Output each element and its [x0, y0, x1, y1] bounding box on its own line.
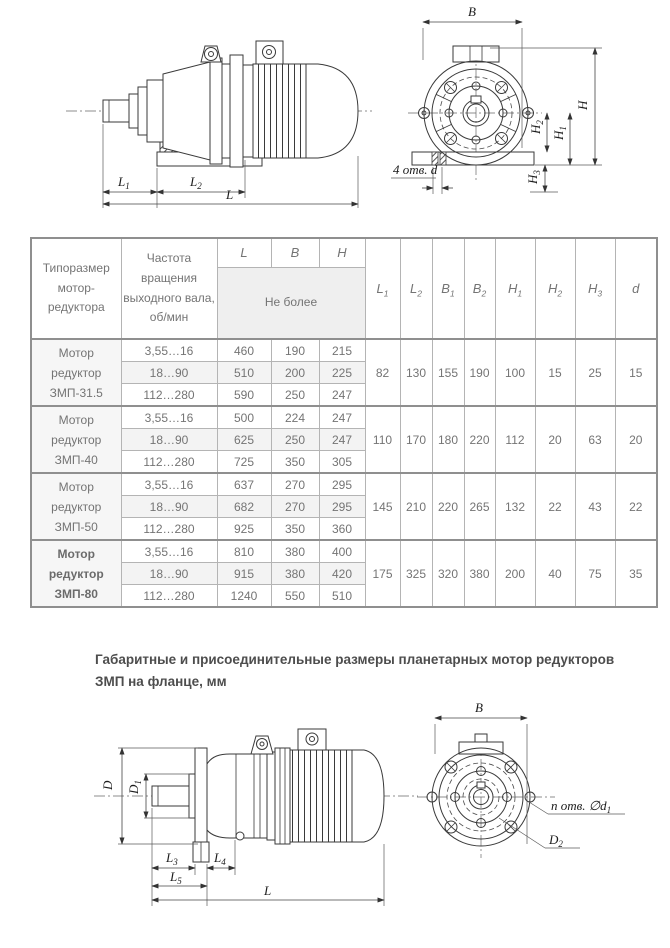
dim-label-B2-view: B	[475, 700, 483, 715]
freq-cell: 18…90	[121, 496, 217, 518]
size-cell: 270	[271, 496, 319, 518]
dim-label-D1: $D_1$	[126, 780, 143, 794]
size-table	[30, 237, 658, 608]
drawing-foot-front-view	[390, 0, 670, 225]
dim-cell: 43	[575, 473, 615, 540]
drawing-flange-front-view	[415, 698, 670, 903]
freq-cell: 3,55…16	[121, 540, 217, 563]
freq-cell: 112…280	[121, 451, 217, 474]
header-row-1	[31, 238, 657, 268]
dim-cell: 22	[615, 473, 657, 540]
dim-cell: 220	[432, 473, 464, 540]
dim-cell: 325	[400, 540, 432, 607]
col-header-H1: $H_1$	[495, 238, 535, 339]
dim-cell: 110	[365, 406, 400, 473]
size-cell: 247	[319, 384, 365, 407]
dim-cell: 20	[535, 406, 575, 473]
size-cell: 305	[319, 451, 365, 474]
gear-motor-body	[152, 729, 384, 862]
size-cell: 420	[319, 563, 365, 585]
size-cell: 350	[271, 518, 319, 541]
dim-cell: 145	[365, 473, 400, 540]
dim-label-L1: $L_1$	[118, 174, 130, 191]
size-cell: 400	[319, 540, 365, 563]
freq-cell: 18…90	[121, 563, 217, 585]
dim-label-L: L	[264, 883, 272, 898]
dim-cell: 190	[464, 339, 495, 406]
freq-cell: 3,55…16	[121, 473, 217, 496]
dim-cell: 25	[575, 339, 615, 406]
size-table-body	[31, 339, 657, 607]
size-cell: 637	[217, 473, 271, 496]
dim-cell: 15	[535, 339, 575, 406]
label-foot-holes: 4 отв. d	[393, 162, 438, 177]
size-cell: 510	[217, 362, 271, 384]
dim-cell: 75	[575, 540, 615, 607]
dim-cell: 180	[432, 406, 464, 473]
size-cell: 460	[217, 339, 271, 362]
col-header-d: d	[615, 238, 657, 339]
model-name-cell: Мотор редуктор ЗМП-40	[31, 406, 121, 473]
size-cell: 225	[319, 362, 365, 384]
size-cell: 810	[217, 540, 271, 563]
table-row	[31, 406, 657, 429]
size-cell: 725	[217, 451, 271, 474]
dimension-lines	[435, 718, 625, 848]
dim-cell: 210	[400, 473, 432, 540]
col-header-L1: $L_1$	[365, 238, 400, 339]
freq-cell: 112…280	[121, 585, 217, 608]
dim-label-B: B	[468, 4, 476, 19]
dim-cell: 35	[615, 540, 657, 607]
size-cell: 295	[319, 473, 365, 496]
dim-label-L: L	[226, 187, 234, 202]
dim-cell: 82	[365, 339, 400, 406]
dim-cell: 175	[365, 540, 400, 607]
size-cell: 270	[271, 473, 319, 496]
model-name-cell: Мотор редуктор ЗМП-31.5	[31, 339, 121, 406]
dim-cell: 20	[615, 406, 657, 473]
col-header-H3: $H_3$	[575, 238, 615, 339]
dim-label-L2: $L_2$	[190, 174, 202, 191]
size-cell: 625	[217, 429, 271, 451]
col-header-L: L	[217, 238, 271, 268]
dim-label-D: D	[100, 780, 115, 790]
model-name-cell: Мотор редуктор ЗМП-50	[31, 473, 121, 540]
label-flange-holes: n отв. $\emptyset d_1$	[551, 798, 612, 815]
dim-cell: 200	[495, 540, 535, 607]
dim-label-L4: $L_4$	[214, 850, 226, 867]
size-cell: 247	[319, 406, 365, 429]
freq-cell: 112…280	[121, 384, 217, 407]
size-cell: 224	[271, 406, 319, 429]
col-header-B2: $B_2$	[464, 238, 495, 339]
size-cell: 682	[217, 496, 271, 518]
col-header-ne-bolee: Не более	[217, 268, 365, 340]
dim-label-H2: $H_2$	[528, 120, 545, 134]
freq-cell: 3,55…16	[121, 339, 217, 362]
dim-cell: 15	[615, 339, 657, 406]
col-header-H2: $H_2$	[535, 238, 575, 339]
size-cell: 250	[271, 384, 319, 407]
col-header-H: H	[319, 238, 365, 268]
dim-cell: 220	[464, 406, 495, 473]
dim-cell: 132	[495, 473, 535, 540]
dim-cell: 265	[464, 473, 495, 540]
table-row	[31, 339, 657, 362]
size-cell: 380	[271, 540, 319, 563]
size-cell: 1240	[217, 585, 271, 608]
size-cell: 350	[271, 451, 319, 474]
col-header-type: Типоразмер мотор-редуктора	[31, 238, 121, 339]
dim-label-L3: $L_3$	[166, 850, 178, 867]
dim-label-L5: $L_5$	[170, 869, 182, 886]
dim-cell: 63	[575, 406, 615, 473]
freq-cell: 112…280	[121, 518, 217, 541]
size-cell: 190	[271, 339, 319, 362]
col-header-L2: $L_2$	[400, 238, 432, 339]
col-header-speed: Частота вращения выходного вала, об/мин	[121, 238, 217, 339]
freq-cell: 3,55…16	[121, 406, 217, 429]
col-header-B: B	[271, 238, 319, 268]
size-cell: 295	[319, 496, 365, 518]
flange-front	[427, 734, 535, 846]
dim-cell: 40	[535, 540, 575, 607]
size-cell: 215	[319, 339, 365, 362]
dim-label-H: H	[575, 100, 590, 110]
gear-motor-body	[103, 41, 358, 167]
dim-cell: 170	[400, 406, 432, 473]
housing-front	[412, 46, 534, 165]
freq-cell: 18…90	[121, 362, 217, 384]
dim-cell: 380	[464, 540, 495, 607]
size-cell: 510	[319, 585, 365, 608]
size-cell: 550	[271, 585, 319, 608]
dim-cell: 320	[432, 540, 464, 607]
size-cell: 915	[217, 563, 271, 585]
drawing-foot-side-view	[60, 8, 405, 223]
size-cell: 250	[271, 429, 319, 451]
size-cell: 590	[217, 384, 271, 407]
size-cell: 200	[271, 362, 319, 384]
drawing-flange-side-view	[88, 712, 423, 912]
size-cell: 247	[319, 429, 365, 451]
size-cell: 925	[217, 518, 271, 541]
table-row	[31, 540, 657, 563]
dim-cell: 100	[495, 339, 535, 406]
dim-cell: 130	[400, 339, 432, 406]
dim-cell: 155	[432, 339, 464, 406]
size-cell: 380	[271, 563, 319, 585]
col-header-B1: $B_1$	[432, 238, 464, 339]
size-cell: 360	[319, 518, 365, 541]
dim-cell: 112	[495, 406, 535, 473]
dim-label-D2: $D_2$	[549, 832, 563, 849]
size-cell: 500	[217, 406, 271, 429]
dim-label-H3: $H_3$	[525, 170, 542, 184]
table-row	[31, 473, 657, 496]
dim-label-H1: $H_1$	[551, 126, 568, 140]
dim-cell: 22	[535, 473, 575, 540]
freq-cell: 18…90	[121, 429, 217, 451]
model-name-cell: Мотор редуктор ЗМП-80	[31, 540, 121, 607]
section-caption: Габаритные и присоединительные размеры планетарных мотор редукторов ЗМП на фланце, мм	[95, 652, 615, 689]
